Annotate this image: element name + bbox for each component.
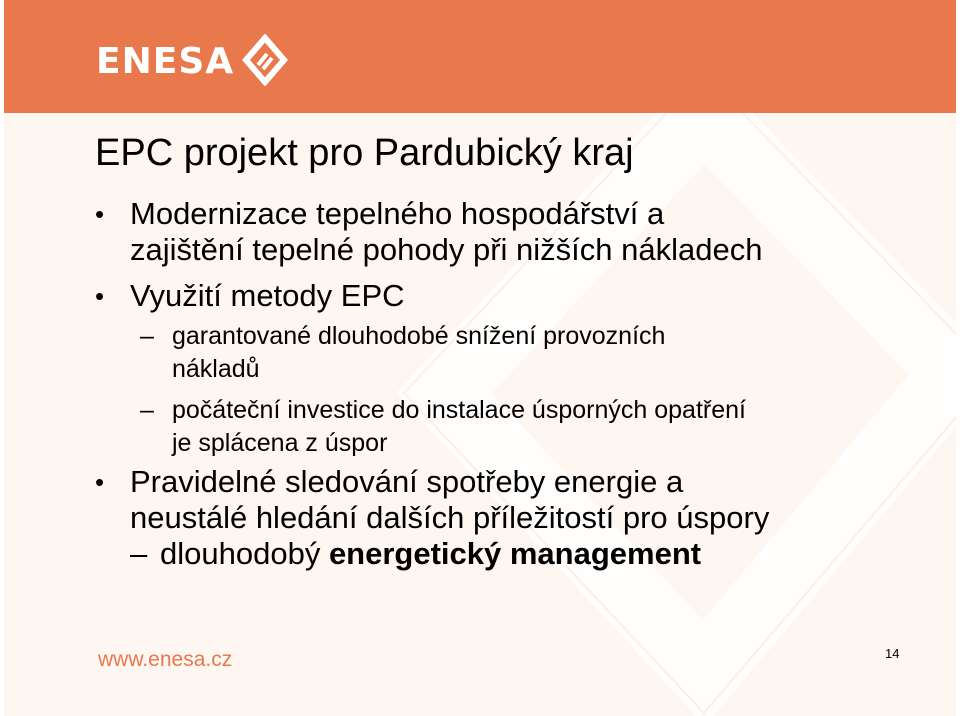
bullet-list: [92, 196, 932, 572]
sub-bullet-item: [92, 320, 932, 386]
management-normal-text: dlouhodobý: [160, 536, 329, 571]
bullet-line: Využití metody EPC: [130, 278, 405, 313]
enesa-logo: [96, 40, 288, 84]
sub-bullet-item: [92, 394, 932, 460]
bullet-line: Modernizace tepelného hospodářství a: [130, 196, 665, 231]
logo-text: ENESA: [96, 41, 235, 82]
sub-bullet-marker: –: [140, 396, 154, 424]
bullet-item: [92, 464, 932, 536]
sub-bullet-line: je splácena z úspor: [172, 429, 388, 457]
sub-bullet-line: počáteční investice do instalace úsporných opatření: [172, 396, 746, 424]
bullet-line: Pravidelné sledování spotřeby energie a: [130, 464, 684, 499]
bullet-item: [92, 278, 932, 314]
sub-bullet-line: nákladů: [172, 355, 260, 383]
page-number: 14: [885, 646, 900, 661]
bullet-marker: •: [95, 199, 105, 229]
management-bold-text: energetický management: [328, 536, 702, 571]
footer-url: www.enesa.cz: [98, 648, 233, 671]
long-dash: –: [130, 536, 148, 571]
sub-bullet-line: garantované dlouhodobé snížení provozních: [172, 322, 666, 350]
enesa-diamond-logo-icon: [242, 34, 288, 86]
bullet-line: zajištění tepelné pohody při nižších nákladech: [130, 232, 763, 267]
sub-bullet-marker: –: [140, 322, 154, 350]
slide-title: EPC projekt pro Pardubický kraj: [95, 132, 634, 174]
bullet-line: neustálé hledání dalších příležitostí pro úspory: [130, 500, 770, 535]
management-line: [92, 536, 932, 572]
bullet-marker: •: [95, 467, 105, 497]
bullet-marker: •: [95, 281, 105, 311]
bullet-item: [92, 196, 932, 268]
